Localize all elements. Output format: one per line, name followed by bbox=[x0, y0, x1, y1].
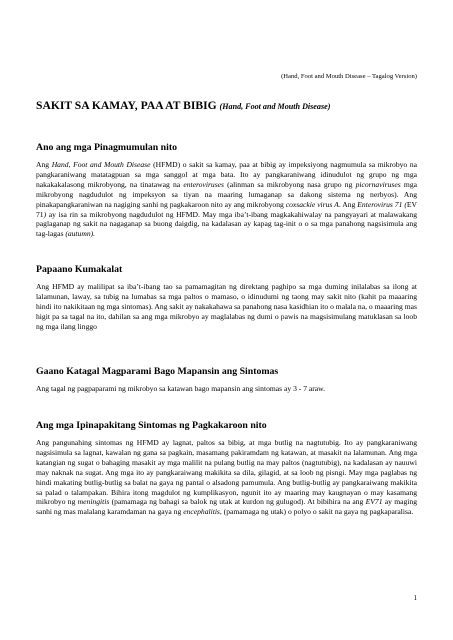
section-paragraph-causes bbox=[36, 160, 417, 239]
paragraph-text-run: Enterovirus 71 ( bbox=[357, 199, 407, 209]
paragraph-text-run: Ang bbox=[36, 160, 52, 169]
paragraph-text-run: (autumn). bbox=[65, 229, 96, 239]
paragraph-text-run: picornaviruses bbox=[355, 179, 401, 189]
page-number: 1 bbox=[413, 594, 417, 602]
section-heading-symptoms: Ang mga Ipinapakitang Sintomas ng Pagkakaroon nito bbox=[36, 420, 267, 431]
paragraph-text-run: ) bbox=[43, 209, 47, 219]
paragraph-text-run: Ang pangunahing sintomas ng HFMD ay lagnat, paltos sa bibig, at mga butlig na nagtutubig. Ito ay pangkaraniwang nagsisimula sa lagnat, kawalan ng gana sa pagkain, masamang pakiramdam ng katawan, at masakit na lalamunan. Ang mga katangian ng sugat o bahaging masakit ay mga malilit na pulang butlig na may paltos (nagtutubig), na kadalasan ay nauuwi may naknak na sugat. Ang mga ito ay pangkaraiwang makikita sa dila, gilagid, at sa loob ng pisngi. May mga paglabas ng hindi makating butlig-butlig sa balat na gaya ng pantal o alsadong pamumula. Ang butlig-butlig ay pangkaraiwang makikita sa palad o talampakan. Bihira itong magdulot ng kumplikasyon, ngunit ito ay maaring may kaugnayan o may kasamang mikrobyo ng bbox=[36, 438, 417, 507]
paragraph-text-run: ay isa rin sa mikrobyong nagdudulot ng HFMD. May mga iba’t-ibang magkakahiwalay na pangyayari at malawakang paglaganap ng sakit na nagaganap sa buong daigdig, na kadalasan ay kapag tag-init o o sa mga panahong nagsisimula ang tag-lagas bbox=[36, 209, 417, 239]
section-heading-transmission: Papaano Kumakalat bbox=[36, 264, 123, 275]
paragraph-text-run: mga mikrobyong nagdudulot ng impeksyon sa tiyan na maaring lumaganap sa dakong sistema ng nerbyos). Ang pinakapangkaraniwan na nagiging sanhi ng pagkakaroon nito ay ang mikrobyong bbox=[36, 179, 417, 209]
paragraph-text-run: Ang HFMD ay malilipat sa iba’t-ibang tao sa pamamagitan ng direktang paghipo sa mga duming inilalabas sa ilong at lalamunan, laway, sa tubig na lumabas sa mga paltos o mamaso, o idinudumi ng taong may sakit nito (kahit pa maaaring hindi ito nakikitaan ng mga sintomas). Ang sakit ay nakakahawa sa panahong nasa kasidhian ito o malala na, o maaaring mas higit pa sa tagal na ito, dahilan sa ang mga mikrobyo ay maglalabas ng dumi o pawis na magsisimulang matuklasan sa loob ng mga ilang linggo bbox=[36, 282, 417, 331]
section-paragraph-incubation bbox=[36, 384, 417, 394]
paragraph-text-run: ay maging sanhi ng mas malalang karamdaman na gaya ng bbox=[36, 497, 417, 517]
section-heading-incubation: Gaano Katagal Magparami Bago Mapansin ang Sintomas bbox=[36, 366, 279, 377]
paragraph-text-run: (pamamaga ng bahagi sa balok ng utak at kurdon ng gulugod). At bibihira na ang bbox=[109, 497, 366, 507]
paragraph-text-run: enteroviruses bbox=[183, 179, 224, 189]
paragraph-text-run: encephalitis, bbox=[183, 507, 222, 517]
title-main: SAKIT SA KAMAY, PAA AT BIBIG bbox=[36, 99, 217, 112]
title-subtitle: (Hand, Foot and Mouth Disease) bbox=[219, 102, 331, 111]
paragraph-text-run: coxsackie virus A bbox=[285, 199, 339, 209]
paragraph-text-run: EV71 bbox=[365, 497, 383, 507]
paragraph-text-run: meningitis bbox=[77, 497, 110, 507]
paragraph-text-run: (pamamaga ng utak) o polyo o sakit na gaya ng pagkaparalisa. bbox=[221, 507, 414, 517]
section-paragraph-symptoms bbox=[36, 438, 417, 517]
paragraph-text-run: . Ang bbox=[338, 199, 358, 209]
paragraph-text-run: EV 71 bbox=[36, 199, 417, 219]
paragraph-text-run: Ang tagal ng pagpaparami ng mikrobyo sa katawan bago mapansin ang sintomas ay 3 - 7 araw. bbox=[36, 384, 326, 393]
section-paragraph-transmission bbox=[36, 282, 417, 332]
document-title bbox=[36, 99, 330, 112]
paragraph-text-run: (HFMD) o sakit sa kamay, paa at bibig ay impeksiyong nagmumula sa mikrobyo na pangkaraniwang matatagpuan sa mga sanggol at mga bata. Ito ay pangkaraniwang idinudulot ng grupo ng mga nakakakalasong mikrobyong, na tinatawag na bbox=[36, 160, 418, 189]
paragraph-text-run: Hand, Foot and Mouth Disease bbox=[51, 160, 151, 169]
paragraph-text-run: (alinman sa mikrobyong nasa grupo ng bbox=[223, 179, 356, 189]
section-heading-causes: Ano ang mga Pinagmumulan nito bbox=[36, 142, 177, 153]
page-header: (Hand, Foot and Mouth Disease – Tagalog Version) bbox=[281, 73, 417, 80]
